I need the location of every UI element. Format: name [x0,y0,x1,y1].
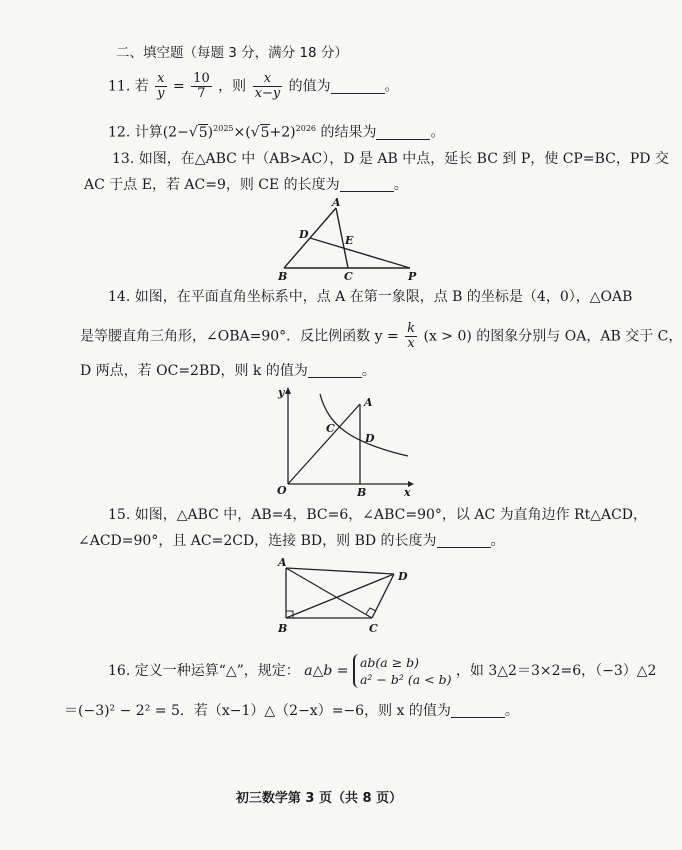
label-C: C [326,422,335,435]
q14-fraction-k-over-x: $\frac{k}{x}$ [407,321,416,351]
segment-AC [286,568,372,618]
question-11: 11. 若 $\frac{x}{y}$ = $\frac{10}{7}$ ，则 $\frac{x}{x-y}$ 的值为 。 [108,71,399,101]
label-O: O [277,484,287,497]
figure-q15-quadrilateral [276,556,416,636]
label-A: A [332,196,341,209]
piecewise-definition: ab(a ≥ b) a² − b² (a < b) [353,654,452,688]
label-y: y [278,386,285,399]
q11-fraction-x-over-y: $\frac{x}{y}$ [157,71,165,101]
label-C: C [369,622,378,635]
question-13-line1: 13. 如图，在△ABC 中（AB>AC），D 是 AB 中点，延长 BC 到 P，使 CP=BC，PD 交 [112,151,669,167]
segment-OA [288,404,360,484]
question-16-line2: ＝(−3)² − 2² = 5．若（x−1）△（2−x）=−6，则 x 的值为 。 [64,703,519,719]
question-16-line1: 16. 定义一种运算“△”，规定： a△b = ab(a ≥ b) a² − b² (a < b) ，如 3△2＝3×2=6，（−3）△2 [108,655,657,687]
answer-blank-12[interactable] [376,125,430,140]
label-E: E [345,234,354,247]
figure-q13-triangle [270,196,430,282]
q11-fraction-10-over-7: $\frac{10}{7}$ [193,71,210,101]
page-footer: 初三数学第 3 页（共 8 页） [235,791,403,806]
label-B: B [278,270,288,283]
figure-q14-coordinate-plane [268,384,418,500]
label-D: D [398,570,408,583]
answer-blank-16[interactable] [451,703,505,718]
answer-blank-13[interactable] [340,177,394,192]
answer-blank-11[interactable] [331,79,385,94]
label-B: B [278,622,288,635]
sqrt-sign: √ [250,124,260,141]
segment-CD [372,574,394,618]
question-14-line3: D 两点，若 OC=2BD，则 k 的值为 。 [80,363,376,379]
question-14-line1: 14. 如图，在平面直角坐标系中，点 A 在第一象限，点 B 的坐标是（4，0），△OAB [108,289,633,305]
label-C: C [344,270,353,283]
question-12: 12. 计算$(2-√5)^{2025}\times(√5+2)^{2026}$ 的结果为 。 [108,124,445,141]
segment-DP [310,238,410,268]
label-A: A [278,556,287,569]
segment-BD [286,574,394,618]
section-title: 二、填空题（每题 3 分，满分 18 分） [116,45,348,61]
answer-blank-14[interactable] [308,363,362,378]
question-15-line1: 15. 如图，△ABC 中，AB=4，BC=6，∠ABC=90°，以 AC 为直角边作 Rt△ACD， [108,507,648,523]
y-axis-arrow-icon [285,387,291,394]
label-A: A [364,396,373,409]
label-D: D [365,432,375,445]
label-B: B [357,486,367,499]
label-D: D [299,228,309,241]
label-x: x [404,486,411,499]
answer-blank-15[interactable] [437,533,491,548]
question-14-line2: 是等腰直角三角形，∠OBA=90°．反比例函数 y = $\frac{k}{x}$ (x > 0) 的图象分别与 OA，AB 交于 C， [80,321,682,351]
q11-fraction-target: $\frac{x}{x-y}$ [254,71,281,101]
question-15-line2: ∠ACD=90°，且 AC=2CD，连接 BD，则 BD 的长度为 。 [78,533,505,549]
label-P: P [408,270,417,283]
sqrt-sign: √ [188,124,198,141]
question-13-line2: AC 于点 E，若 AC=9，则 CE 的长度为 。 [84,177,408,193]
segment-AD [286,568,394,574]
